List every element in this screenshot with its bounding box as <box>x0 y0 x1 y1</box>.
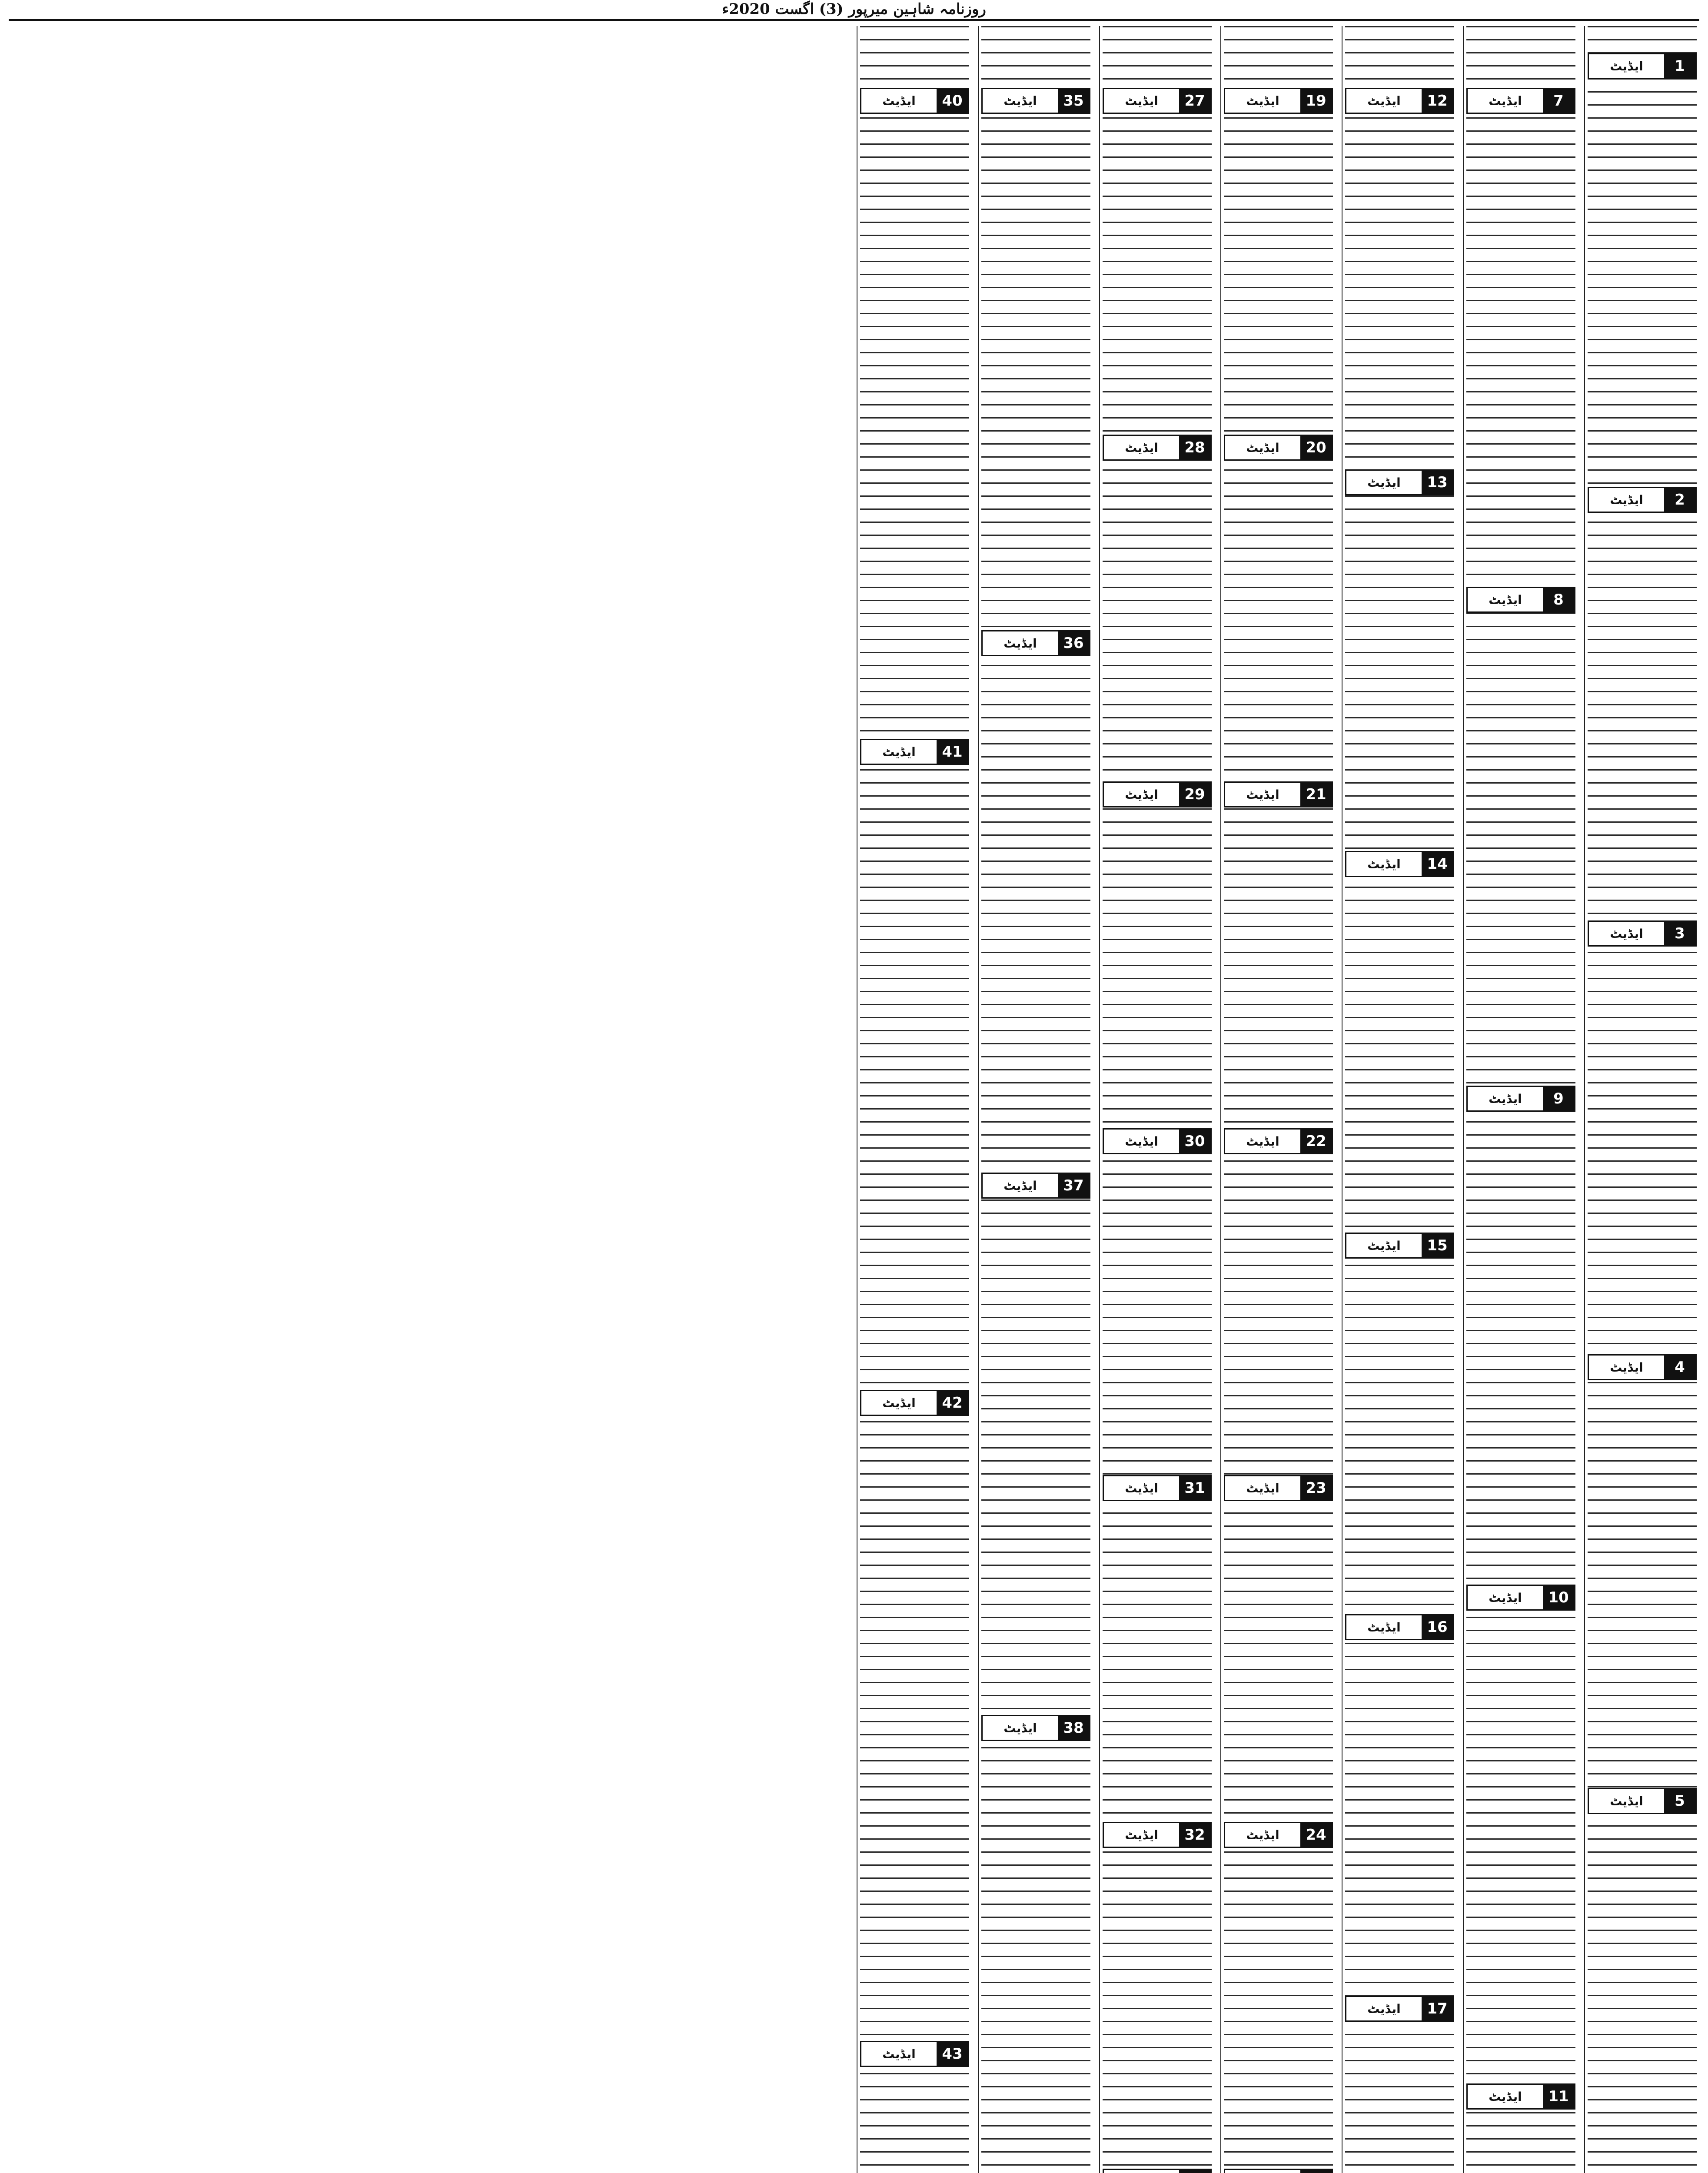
article-number-tag <box>1466 2083 1575 2110</box>
article-number: 27 <box>1179 89 1210 113</box>
article-label: ایڈیٹ <box>1610 492 1643 507</box>
page-title: روزنامہ شاہین میرپور (3) اگست 2020ء <box>722 0 986 18</box>
article-number: 5 <box>1664 1789 1695 1813</box>
article-number-tag <box>1588 53 1697 79</box>
article-number-tag <box>1466 88 1575 114</box>
article-label: ایڈیٹ <box>1246 93 1279 108</box>
article-label: ایڈیٹ <box>1246 1481 1279 1495</box>
article-number <box>1300 2170 1332 2173</box>
article-number: 40 <box>937 89 968 113</box>
article-label: ایڈیٹ <box>1004 636 1037 651</box>
article-column <box>857 26 972 2173</box>
article-label: ایڈیٹ <box>1489 93 1522 108</box>
article-label: ایڈیٹ <box>1489 592 1522 607</box>
article-number-tag <box>1345 1233 1454 1259</box>
article-label: ایڈیٹ <box>1125 93 1158 108</box>
article-number-tag <box>981 630 1090 656</box>
article-number: 37 <box>1058 1174 1089 1197</box>
article-label: ایڈیٹ <box>1125 1481 1158 1495</box>
article-number: 36 <box>1058 631 1089 655</box>
article-column <box>1584 26 1699 2173</box>
article-label: ایڈیٹ <box>1367 2001 1401 2016</box>
article-number-tag <box>1103 88 1212 114</box>
article-number: 41 <box>937 740 968 764</box>
article-number: 17 <box>1422 1997 1453 2020</box>
article-label: ایڈیٹ <box>1489 1091 1522 1106</box>
article-label: ایڈیٹ <box>1489 2089 1522 2104</box>
article-number: 15 <box>1422 1234 1453 1257</box>
article-label: ایڈیٹ <box>882 2047 916 2061</box>
article-label: ایڈیٹ <box>1367 1238 1401 1253</box>
article-label: ایڈیٹ <box>1125 787 1158 802</box>
article-number: 2 <box>1664 488 1695 512</box>
article-number <box>1179 2170 1210 2173</box>
article-column <box>1220 26 1336 2173</box>
article-number-tag <box>1103 781 1212 807</box>
article-number-tag <box>1103 1128 1212 1154</box>
article-label: ایڈیٹ <box>1610 59 1643 73</box>
article-number-tag <box>1588 487 1697 513</box>
article-number-tag <box>1466 1086 1575 1112</box>
article-number-tag <box>1224 1128 1333 1154</box>
article-label <box>1104 2170 1179 2173</box>
article-label: ایڈیٹ <box>882 1396 916 1410</box>
article-number-tag <box>1345 1996 1454 2022</box>
article-label: ایڈیٹ <box>1246 787 1279 802</box>
article-label: ایڈیٹ <box>1367 857 1401 871</box>
article-number-tag <box>981 1715 1090 1741</box>
article-number-tag <box>860 739 969 765</box>
article-number: 20 <box>1300 436 1332 459</box>
article-number: 43 <box>937 2042 968 2066</box>
article-label: ایڈیٹ <box>1610 926 1643 941</box>
article-number-tag <box>1103 1475 1212 1501</box>
article-number: 7 <box>1543 89 1574 113</box>
article-number: 21 <box>1300 783 1332 806</box>
article-number-tag <box>860 88 969 114</box>
article-number-tag <box>1224 435 1333 461</box>
article-number: 14 <box>1422 852 1453 876</box>
article-number-tag <box>1345 88 1454 114</box>
article-label: ایڈیٹ <box>1004 1721 1037 1735</box>
article-number: 13 <box>1422 471 1453 494</box>
article-number-tag <box>1466 1585 1575 1611</box>
article-number-tag <box>1466 587 1575 613</box>
article-label <box>1225 2170 1300 2173</box>
article-number-tag <box>1103 2169 1212 2173</box>
article-label: ایڈیٹ <box>882 744 916 759</box>
article-number-tag <box>1224 781 1333 807</box>
article-column <box>978 26 1093 2173</box>
article-number-tag <box>1224 2169 1333 2173</box>
article-label: ایڈیٹ <box>1246 1134 1279 1149</box>
article-number-tag <box>981 1173 1090 1199</box>
header-rule <box>9 19 1699 21</box>
article-number: 30 <box>1179 1130 1210 1153</box>
article-number: 12 <box>1422 89 1453 113</box>
article-label: ایڈیٹ <box>1610 1794 1643 1808</box>
article-label: ایڈیٹ <box>882 93 916 108</box>
article-label: ایڈیٹ <box>1125 440 1158 455</box>
article-label: ایڈیٹ <box>1367 475 1401 490</box>
article-number: 29 <box>1179 783 1210 806</box>
article-number: 3 <box>1664 922 1695 945</box>
article-number-tag <box>981 88 1090 114</box>
article-number-tag <box>1588 920 1697 947</box>
article-number-tag <box>860 2041 969 2067</box>
article-number-tag <box>1345 851 1454 877</box>
article-number: 16 <box>1422 1615 1453 1639</box>
article-label: ایڈیٹ <box>1004 1178 1037 1193</box>
article-number-tag <box>1588 1354 1697 1380</box>
article-number-tag <box>1224 1822 1333 1848</box>
article-number: 19 <box>1300 89 1332 113</box>
article-number: 22 <box>1300 1130 1332 1153</box>
article-number-tag <box>1345 1614 1454 1640</box>
article-column <box>1463 26 1578 2173</box>
article-label: ایڈیٹ <box>1489 1590 1522 1605</box>
article-number-tag <box>860 1390 969 1416</box>
article-label: ایڈیٹ <box>1004 93 1037 108</box>
article-label: ایڈیٹ <box>1125 1134 1158 1149</box>
article-number: 42 <box>937 1391 968 1415</box>
article-label: ایڈیٹ <box>1367 93 1401 108</box>
article-number-tag <box>1224 1475 1333 1501</box>
article-number: 1 <box>1664 54 1695 78</box>
article-label: ایڈیٹ <box>1610 1360 1643 1375</box>
article-number: 10 <box>1543 1586 1574 1609</box>
article-number-tag <box>1103 435 1212 461</box>
article-number-tag <box>1345 469 1454 495</box>
article-label: ایڈیٹ <box>1246 440 1279 455</box>
article-columns <box>9 26 1699 2173</box>
article-number: 24 <box>1300 1823 1332 1847</box>
article-number: 8 <box>1543 588 1574 611</box>
article-number: 38 <box>1058 1716 1089 1740</box>
article-number: 23 <box>1300 1476 1332 1500</box>
article-number: 28 <box>1179 436 1210 459</box>
article-number: 11 <box>1543 2085 1574 2108</box>
article-label: ایڈیٹ <box>1246 1827 1279 1842</box>
article-number: 9 <box>1543 1087 1574 1110</box>
article-number-tag <box>1103 1822 1212 1848</box>
article-number-tag <box>1224 88 1333 114</box>
article-column <box>1099 26 1214 2173</box>
article-number: 31 <box>1179 1476 1210 1500</box>
article-label: ایڈیٹ <box>1125 1827 1158 1842</box>
article-number: 32 <box>1179 1823 1210 1847</box>
article-column <box>1342 26 1457 2173</box>
article-label: ایڈیٹ <box>1367 1620 1401 1635</box>
article-number: 35 <box>1058 89 1089 113</box>
article-number: 4 <box>1664 1356 1695 1379</box>
article-number-tag <box>1588 1788 1697 1814</box>
